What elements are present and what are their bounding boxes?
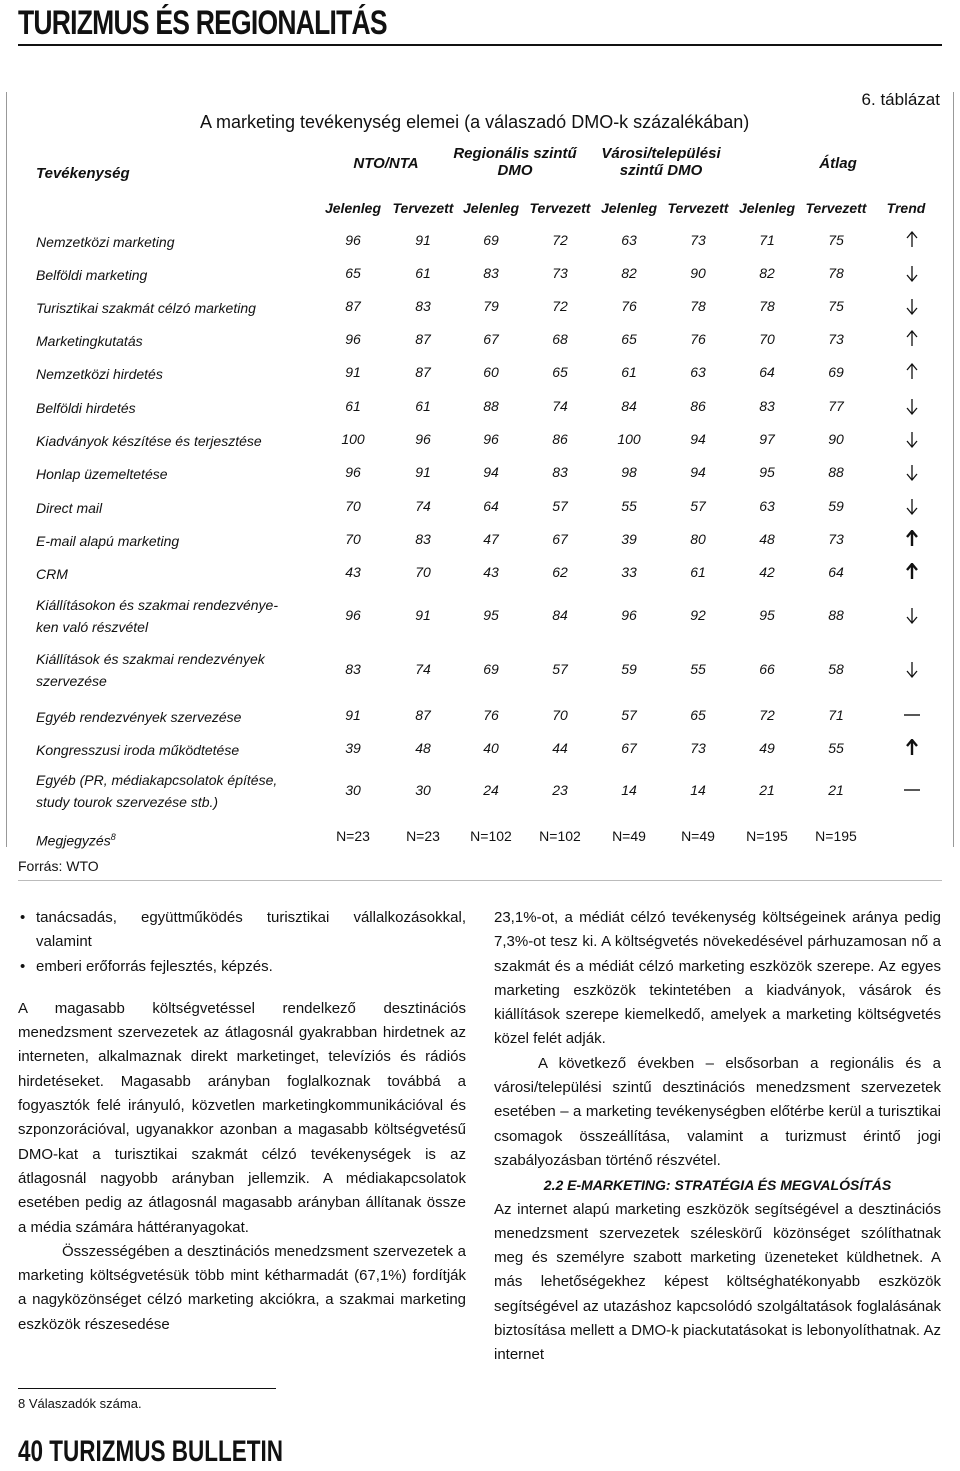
table-cell: 87 <box>415 707 431 723</box>
trend-down-icon <box>904 463 918 481</box>
right-paragraph-2: A következő években – elsősorban a regionális és a városi/települési szintű desztinációs menedzsment szervezetek esetében – a marketing tevékenységben előtérbe kerül a turisztikai csomagok összeállítása, valamint a turizmust érintő jogi szabályozásban történő részvétel. <box>494 1054 941 1169</box>
table-cell: 44 <box>552 740 568 756</box>
table-cell: 24 <box>483 782 499 798</box>
table-cell: 64 <box>483 498 499 514</box>
subheader-cell: Jelenleg <box>462 200 520 216</box>
trend-strong-up-icon <box>904 530 918 548</box>
table-cell: 63 <box>621 232 637 248</box>
header-rule <box>18 44 942 46</box>
row-label: Egyéb (PR, médiakapcsolatok építése, <box>36 772 278 788</box>
table-cell: 69 <box>483 232 499 248</box>
table-cell: 95 <box>483 607 499 623</box>
table-cell: 87 <box>415 364 431 380</box>
table-cell: 61 <box>345 398 361 414</box>
table-cell: 66 <box>759 661 775 677</box>
table-cell: 94 <box>483 464 499 480</box>
left-paragraph-1: A magasabb költségvetéssel rendelkező desztinációs menedzsment szervezetek az átlagosnál gyakrabban hirdetnek az interneten, alkalmaznak direkt marketinget, televíziós és rádiós hirdetéseket. Magasabb arányban foglalkoznak továbbá a fogyasztók felé irányuló, közvetlen marketingkommunikációval és szponzorációval, ugyanakkor azonban a magasabb költségvetésű DMO-kat a turisztikai szakmát célzó tevékenységek is az átlagosnál nagyobb arányban jellemzik. A médiakapcsolatok esetében pedig az átlagosnál magasabb arányban állítanak össze a média számára háttéranyagokat. <box>18 999 466 1236</box>
row-label: szervezése <box>36 673 107 689</box>
table-cell: 73 <box>828 331 844 347</box>
table-cell: 78 <box>828 265 844 281</box>
table-cell: 55 <box>828 740 844 756</box>
subheader-cell: Jelenleg <box>324 200 382 216</box>
table-cell: 83 <box>415 298 431 314</box>
table-cell: 72 <box>759 707 775 723</box>
group-header-regional: Regionális szintű DMO <box>453 145 577 179</box>
table-cell: 60 <box>483 364 499 380</box>
subheader-cell: Jelenleg <box>738 200 796 216</box>
table-cell: 47 <box>483 531 499 547</box>
table-cell: 57 <box>552 661 568 677</box>
table-cell: 86 <box>690 398 706 414</box>
table-cell: 71 <box>759 232 775 248</box>
table-cell: 78 <box>690 298 706 314</box>
trend-down-icon <box>904 660 918 678</box>
table-cell: 30 <box>415 782 431 798</box>
table-cell: 88 <box>483 398 499 414</box>
table-cell: 96 <box>621 607 637 623</box>
table-cell: 74 <box>415 661 431 677</box>
footnote: 8 Válaszadók száma. <box>18 1396 142 1411</box>
table-cell: 61 <box>415 398 431 414</box>
table-cell: 88 <box>828 464 844 480</box>
note-cell: N=49 <box>681 828 715 844</box>
right-text-column <box>494 906 941 1368</box>
table-cell: 63 <box>690 364 706 380</box>
table-cell: 70 <box>415 564 431 580</box>
note-cell: N=102 <box>539 828 581 844</box>
row-label: ken való részvétel <box>36 619 149 635</box>
table-cell: 21 <box>759 782 775 798</box>
table-cell: 91 <box>345 707 361 723</box>
subheader-cell: Trend <box>886 200 926 216</box>
table-cell: 39 <box>621 531 637 547</box>
table-cell: 80 <box>690 531 706 547</box>
table-number: 6. táblázat <box>861 90 940 109</box>
table-cell: 75 <box>828 232 844 248</box>
note-cell: N=102 <box>470 828 512 844</box>
note-cell: N=195 <box>746 828 788 844</box>
table-cell: 90 <box>690 265 706 281</box>
row-label: Belföldi marketing <box>36 267 148 283</box>
table-cell: 68 <box>552 331 568 347</box>
table-cell: 69 <box>828 364 844 380</box>
table-cell: 70 <box>759 331 775 347</box>
table-cell: 65 <box>345 265 361 281</box>
row-label: Turisztikai szakmát célzó marketing <box>36 300 256 316</box>
table-cell: 43 <box>483 564 499 580</box>
table-cell: 43 <box>345 564 361 580</box>
table-cell: 75 <box>828 298 844 314</box>
table-cell: 94 <box>690 464 706 480</box>
trend-down-icon <box>904 297 918 315</box>
row-label: Belföldi hirdetés <box>36 400 136 416</box>
table-cell: 94 <box>690 431 706 447</box>
note-footnote-ref: 8 <box>110 832 116 842</box>
table-cell: 14 <box>690 782 706 798</box>
table-cell: 83 <box>483 265 499 281</box>
subheader-cell: Jelenleg <box>600 200 658 216</box>
subheader-cell: Tervezett <box>392 200 454 216</box>
table-cell: 55 <box>621 498 637 514</box>
right-paragraph-3: Az internet alapú marketing eszközök segítségével a desztinációs menedzsment szervezetek széleskörű közönséget szólíthatnak meg és személyre szabott marketing üzeneteket küldhetnek. A más lehetőségekhez képest költséghatékonyabb eszközök segítségével az utazáshoz kapcsolódó szolgáltatások foglalásának biztosítása mellett a DMO-k piackutatásokat is lebonyolíthatnak. Az internet <box>494 1200 941 1364</box>
table-cell: 84 <box>552 607 568 623</box>
table-cell: 69 <box>483 661 499 677</box>
right-paragraph-1: 23,1%-ot, a médiát célzó tevékenység költségeinek aránya pedig 7,3%-ot tesz ki. A költségvetés növekedésével párhuzamosan nő a szakmát és a médiát célzó marketing eszközök szerepe. Az egyes marketing eszközök tekintetében a kiadványok, vásárok és kiállítások szerepe kiemelkedő, amelyek a marketing költségvetés közel felét adják. <box>494 909 941 1048</box>
note-cell: N=49 <box>612 828 646 844</box>
trend-down-icon <box>904 264 918 282</box>
table-cell: 64 <box>828 564 844 580</box>
table-cell: 73 <box>690 232 706 248</box>
table-cell: 62 <box>552 564 568 580</box>
table-cell: 42 <box>759 564 775 580</box>
row-label: Nemzetközi marketing <box>36 234 175 250</box>
table-cell: 63 <box>759 498 775 514</box>
row-label: Marketingkutatás <box>36 333 143 349</box>
page-header-title: TURIZMUS ÉS REGIONALITÁS <box>18 4 387 42</box>
table-cell: 67 <box>552 531 568 547</box>
publication-name: TURIZMUS BULLETIN <box>49 1435 284 1468</box>
trend-strong-up-icon <box>904 563 918 581</box>
table-cell: 79 <box>483 298 499 314</box>
bullet-item: • tanácsadás, együttműködés turisztikai vállalkozásokkal, valamint <box>18 906 466 955</box>
trend-up-icon <box>904 330 918 348</box>
page-footer <box>18 1435 283 1469</box>
table-cell: 33 <box>621 564 637 580</box>
subheader-cell: Tervezett <box>667 200 729 216</box>
table-bottom-rule <box>18 880 942 881</box>
row-label: Direct mail <box>36 500 103 516</box>
footnote-rule <box>18 1388 276 1389</box>
table-cell: 48 <box>415 740 431 756</box>
table-cell: 91 <box>415 464 431 480</box>
note-cell: N=23 <box>336 828 370 844</box>
row-label: CRM <box>36 566 68 582</box>
trend-up-icon <box>904 363 918 381</box>
subheader-cell: Tervezett <box>805 200 867 216</box>
note-label <box>36 826 116 852</box>
table-cell: 72 <box>552 298 568 314</box>
table-cell: 91 <box>415 607 431 623</box>
table-frame-left <box>6 92 7 847</box>
table-cell: 61 <box>621 364 637 380</box>
table-cell: 83 <box>759 398 775 414</box>
left-paragraph-2: Összességében a desztinációs menedzsment szervezetek a marketing költségvetésük több mint kétharmadát (67,1%) fordítják a nagyközönséget célzó marketing akciókra, a szakmai marketing eszközök részesedése <box>18 1242 466 1333</box>
group-header-city: Városi/települési szintű DMO <box>601 145 721 179</box>
subheader-cell: Tervezett <box>529 200 591 216</box>
bullet-item: • emberi erőforrás fejlesztés, képzés. <box>18 955 466 979</box>
group-header-nto: NTO/NTA <box>353 155 419 172</box>
note-cell: N=195 <box>815 828 857 844</box>
row-label: Honlap üzemeltetése <box>36 466 168 482</box>
section-title: 2.2 E-MARKETING: STRATÉGIA ÉS MEGVALÓSÍTÁS <box>543 1177 892 1194</box>
table-cell: 61 <box>415 265 431 281</box>
note-cell: N=23 <box>406 828 440 844</box>
table-cell: 14 <box>621 782 637 798</box>
row-label: Kiállítások és szakmai rendezvények <box>36 651 265 667</box>
table-cell: 59 <box>828 498 844 514</box>
table-cell: 83 <box>552 464 568 480</box>
table-cell: 96 <box>345 607 361 623</box>
table-cell: 70 <box>552 707 568 723</box>
table-source: Forrás: WTO <box>18 858 99 874</box>
table-cell: 77 <box>828 398 844 414</box>
table-cell: 21 <box>828 782 844 798</box>
trend-down-icon <box>904 497 918 515</box>
table-cell: 91 <box>345 364 361 380</box>
trend-up-icon <box>904 231 918 249</box>
trend-down-icon <box>904 430 918 448</box>
table-cell: 76 <box>483 707 499 723</box>
table-cell: 100 <box>341 431 365 447</box>
table-cell: 73 <box>552 265 568 281</box>
activity-column-header: Tevékenység <box>36 165 130 182</box>
table-cell: 83 <box>345 661 361 677</box>
table-cell: 57 <box>690 498 706 514</box>
group-header-average: Átlag <box>819 155 857 172</box>
table-cell: 73 <box>690 740 706 756</box>
table-cell: 23 <box>552 782 568 798</box>
table-cell: 76 <box>621 298 637 314</box>
table-cell: 64 <box>759 364 775 380</box>
trend-down-icon <box>904 606 918 624</box>
table-cell: 67 <box>483 331 499 347</box>
table-cell: 100 <box>617 431 641 447</box>
table-cell: 65 <box>690 707 706 723</box>
row-label: E-mail alapú marketing <box>36 533 180 549</box>
table-cell: 86 <box>552 431 568 447</box>
table-cell: 48 <box>759 531 775 547</box>
table-cell: 95 <box>759 464 775 480</box>
table-cell: 71 <box>828 707 844 723</box>
table-cell: 40 <box>483 740 499 756</box>
table-cell: 58 <box>828 661 844 677</box>
table-title: A marketing tevékenység elemei (a válaszadó DMO-k százalékában) <box>200 112 750 132</box>
row-label: Kiadványok készítése és terjesztése <box>36 433 262 449</box>
table-cell: 87 <box>345 298 361 314</box>
table-cell: 98 <box>621 464 637 480</box>
table-cell: 96 <box>345 464 361 480</box>
table-cell: 74 <box>552 398 568 414</box>
trend-flat-icon <box>904 706 918 724</box>
table-cell: 83 <box>415 531 431 547</box>
table-cell: 57 <box>621 707 637 723</box>
table-cell: 39 <box>345 740 361 756</box>
table-cell: 65 <box>552 364 568 380</box>
table-cell: 59 <box>621 661 637 677</box>
table-cell: 91 <box>415 232 431 248</box>
row-label: study tourok szervezése stb.) <box>36 794 219 810</box>
table-cell: 65 <box>621 331 637 347</box>
row-label: Nemzetközi hirdetés <box>36 366 163 382</box>
table-cell: 95 <box>759 607 775 623</box>
table-cell: 73 <box>828 531 844 547</box>
table-cell: 96 <box>345 331 361 347</box>
table-cell: 96 <box>415 431 431 447</box>
table-cell: 70 <box>345 531 361 547</box>
note-label-text: Megjegyzés <box>36 832 111 849</box>
table-cell: 61 <box>690 564 706 580</box>
table-cell: 76 <box>690 331 706 347</box>
table-cell: 88 <box>828 607 844 623</box>
table-cell: 96 <box>345 232 361 248</box>
table-cell: 97 <box>759 431 775 447</box>
table-cell: 84 <box>621 398 637 414</box>
table-cell: 74 <box>415 498 431 514</box>
table-cell: 70 <box>345 498 361 514</box>
table-cell: 90 <box>828 431 844 447</box>
row-label: Egyéb rendezvények szervezése <box>36 709 242 725</box>
table-cell: 30 <box>345 782 361 798</box>
table-frame-right <box>953 92 954 847</box>
table-cell: 57 <box>552 498 568 514</box>
left-text-column <box>18 906 466 1337</box>
trend-down-icon <box>904 397 918 415</box>
table-cell: 55 <box>690 661 706 677</box>
trend-flat-icon <box>904 781 918 799</box>
table-cell: 96 <box>483 431 499 447</box>
row-label: Kongresszusi iroda működtetése <box>36 742 240 758</box>
page-number: 40 <box>18 1435 44 1468</box>
trend-strong-up-icon <box>904 739 918 757</box>
table-cell: 72 <box>552 232 568 248</box>
table-cell: 82 <box>759 265 775 281</box>
table-cell: 87 <box>415 331 431 347</box>
table-cell: 49 <box>759 740 775 756</box>
table-cell: 78 <box>759 298 775 314</box>
row-label: Kiállításokon és szakmai rendezvénye- <box>36 597 279 613</box>
table-cell: 67 <box>621 740 637 756</box>
table-cell: 82 <box>621 265 637 281</box>
table-cell: 92 <box>690 607 706 623</box>
